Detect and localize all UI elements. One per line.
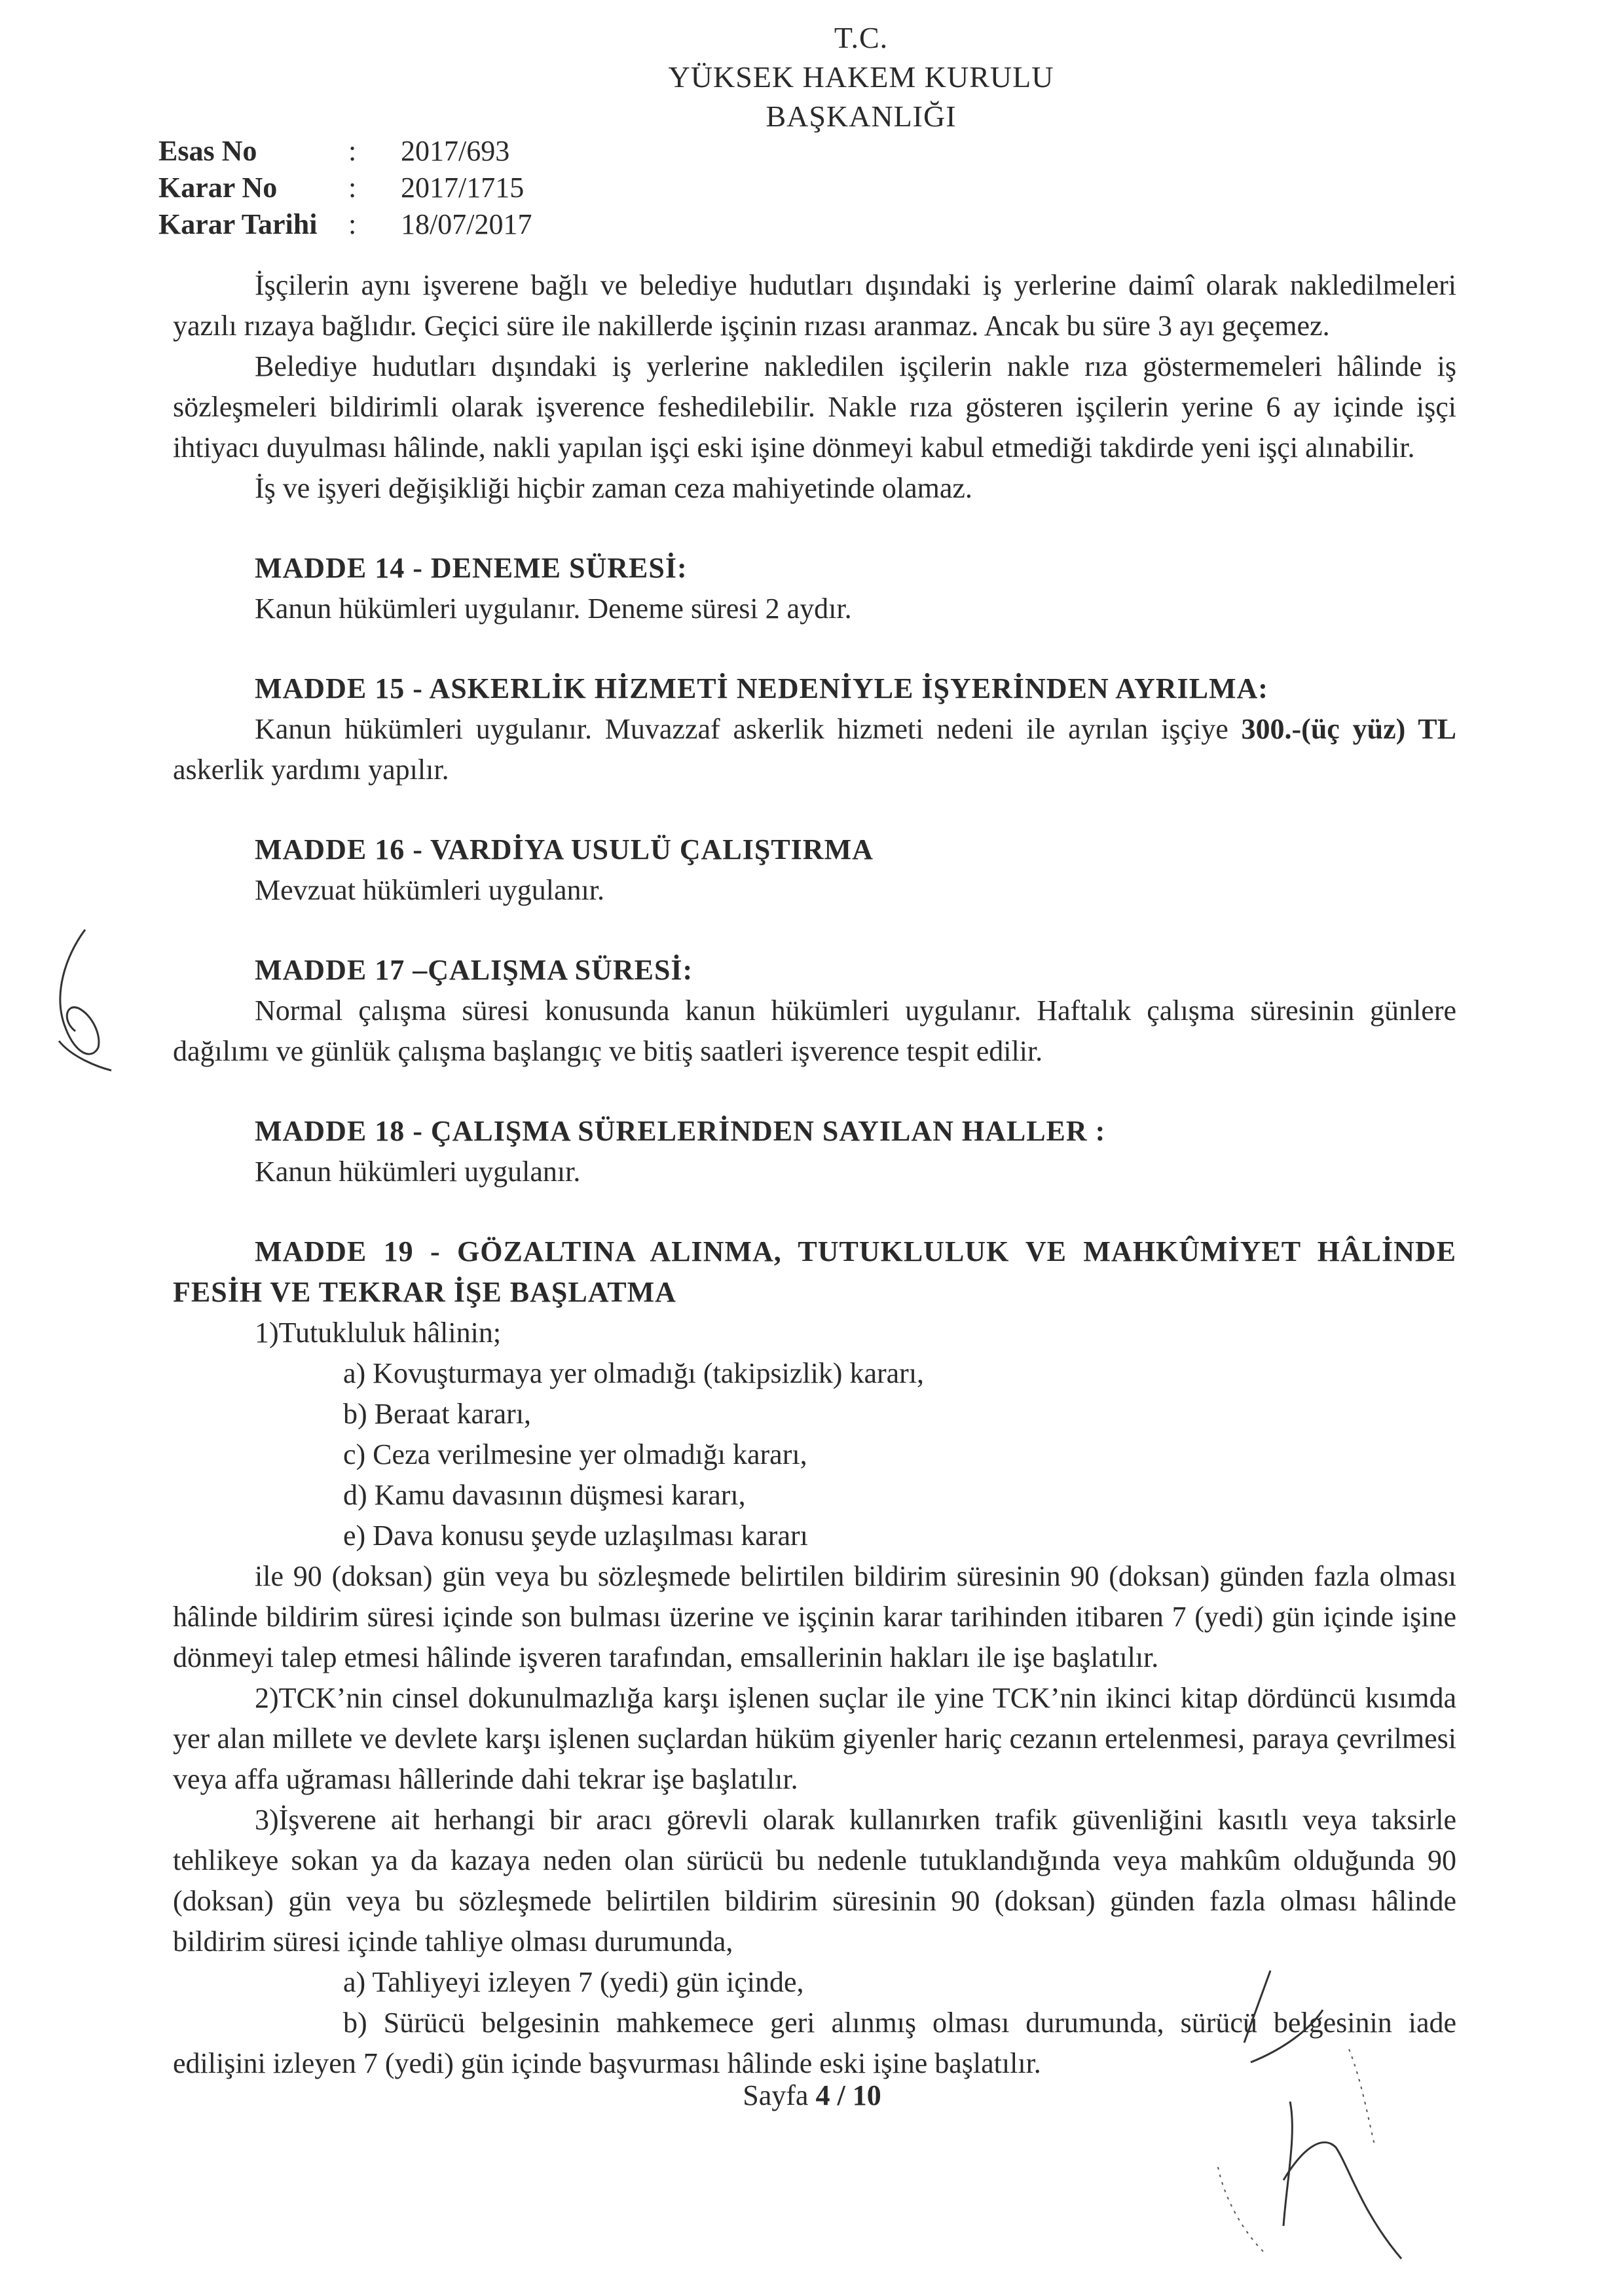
article-19-p1-tail: ile 90 (doksan) gün veya bu sözleşmede belirtilen bildirim süresinin 90 (doksan) günden fazla olması hâlinde bildirim süresi içinde son bulması üzerine ve işçinin karar tarihinden itibaren 7 (yedi) gün içinde işine dönmeyi talep etmesi hâlinde işveren tarafından, emsallerinin hakları ile işe başlatılır. — [173, 1560, 1456, 1673]
article-17-text: Normal çalışma süresi konusunda kanun hükümleri uygulanır. Haftalık çalışma süresinin günlere dağılımı ve günlük çalışma başlangıç ve bitiş saatleri işverence tespit edilir. — [173, 994, 1456, 1067]
meta-colon: : — [348, 208, 357, 240]
document-body — [173, 265, 1456, 2084]
header-tc: T.C. — [834, 21, 889, 54]
meta-colon: : — [348, 135, 357, 167]
meta-label: Esas No — [158, 135, 257, 167]
article-16-title: MADDE 16 - VARDİYA USULÜ ÇALIŞTIRMA — [255, 833, 874, 866]
meta-colon: : — [348, 172, 357, 204]
article-19-p3: 3)İşverene ait herhangi bir aracı görevli olarak kullanırken trafik güvenliğini kasıtlı veya taksirle tehlikeye sokan ya da kazaya neden olan sürücü bu nedenle tutuklandığında veya mahkûm olduğunda 90 (doksan) gün veya bu sözleşmede belirtilen bildirim süresinin 90 (doksan) günden fazla olması hâlinde bildirim süresi içinde tahliye olması durumunda, — [173, 1804, 1456, 1958]
meta-value: 2017/693 — [401, 135, 510, 167]
intro-paragraph-3: İş ve işyeri değişikliği hiçbir zaman ceza mahiyetinde olamaz. — [255, 472, 972, 504]
list-item: a) Kovuşturmaya yer olmadığı (takipsizlik) kararı, — [343, 1357, 925, 1389]
article-18-text: Kanun hükümleri uygulanır. — [255, 1156, 581, 1188]
meta-value: 2017/1715 — [401, 172, 525, 204]
meta-label: Karar No — [158, 172, 278, 204]
intro-paragraph-1: İşçilerin aynı işverene bağlı ve belediye hudutları dışındaki iş yerlerine daimî olarak nakledilmeleri yazılı rızaya bağlıdır. Geçici süre ile nakillerde işçinin rızası aranmaz. Ancak bu süre 3 ayı geçemez. — [173, 269, 1456, 342]
article-19-p2: 2)TCK’nin cinsel dokunulmazlığa karşı işlenen suçlar ile yine TCK’nin ikinci kitap dördüncü kısımda yer alan millete ve devlete karşı işlenen suçlardan hüküm giyenler hariç cezanın ertelenmesi, paraya çevrilmesi veya affa uğraması hâllerinde dahi tekrar işe başlatılır. — [173, 1682, 1456, 1795]
article-15-title: MADDE 15 - ASKERLİK HİZMETİ NEDENİYLE İŞYERİNDEN AYRILMA: — [255, 672, 1268, 704]
list-item: d) Kamu davasının düşmesi kararı, — [343, 1479, 746, 1511]
list-item: c) Ceza verilmesine yer olmadığı kararı, — [343, 1438, 807, 1470]
article-15-text-a: Kanun hükümleri uygulanır. Muvazzaf askerlik hizmeti nedeni ile ayrılan işçiye — [255, 713, 1242, 745]
bottom-signature — [1153, 1951, 1467, 2278]
margin-paraph-signature — [39, 917, 118, 1074]
meta-label: Karar Tarihi — [158, 208, 318, 240]
article-14-title: MADDE 14 - DENEME SÜRESİ: — [255, 552, 688, 584]
article-16-text: Mevzuat hükümleri uygulanır. — [255, 874, 604, 906]
list-item: b) Beraat kararı, — [343, 1398, 532, 1430]
article-19-title: MADDE 19 - GÖZALTINA ALINMA, TUTUKLULUK VE MAHKÛMİYET HÂLİNDE FESİH VE TEKRAR İŞE BAŞLATMA — [173, 1235, 1456, 1308]
article-15-text — [173, 709, 1456, 790]
article-15-amount: 300.-(üç yüz) TL — [1241, 713, 1456, 745]
header-presidency: BAŞKANLIĞI — [766, 100, 957, 133]
article-17-title: MADDE 17 –ÇALIŞMA SÜRESİ: — [255, 954, 693, 986]
article-14-text: Kanun hükümleri uygulanır. Deneme süresi 2 aydır. — [255, 592, 852, 625]
article-19-p1-lead: 1)Tutukluluk hâlinin; — [255, 1317, 502, 1349]
article-15-text-b: askerlik yardımı yapılır. — [173, 754, 449, 786]
list-item: a) Tahliyeyi izleyen 7 (yedi) gün içinde, — [343, 1966, 804, 1998]
list-item: e) Dava konusu şeyde uzlaşılması kararı — [343, 1520, 808, 1552]
article-18-title: MADDE 18 - ÇALIŞMA SÜRELERİNDEN SAYILAN HALLER : — [255, 1115, 1106, 1147]
page-number: 4 / 10 — [815, 2079, 881, 2111]
page-number-prefix: Sayfa — [743, 2079, 816, 2111]
meta-value: 18/07/2017 — [401, 208, 532, 240]
document-header — [0, 18, 1624, 136]
intro-paragraph-2: Belediye hudutları dışındaki iş yerlerine nakledilen işçilerin nakle rıza göstermemeleri hâlinde iş sözleşmeleri bildirimli olarak işverence feshedilebilir. Nakle rıza gösteren işçilerin yerine 6 ay içinde işçi ihtiyacı duyulması hâlinde, nakli yapılan işçi eski işine dönmeyi kabul etmediği takdirde yeni işçi alınabilir. — [173, 350, 1456, 464]
article-19-list3-b: b) Sürücü belgesinin mahkemece geri alınmış olması durumunda, sürücü belgesinin iade edilişini izleyen 7 (yedi) gün içinde başvurması hâlinde eski işine başlatılır. — [173, 2007, 1456, 2079]
header-institution: YÜKSEK HAKEM KURULU — [668, 60, 1054, 94]
